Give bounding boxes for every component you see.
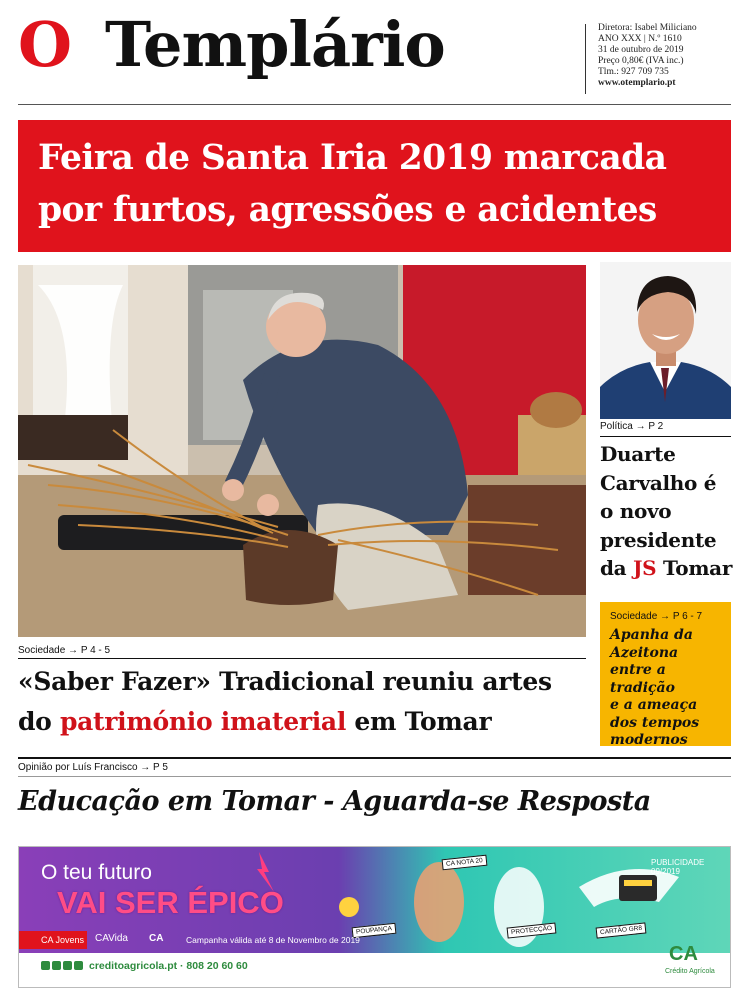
story1-text-end: em Tomar (346, 707, 492, 736)
story3-line: modernos (610, 732, 688, 748)
linkedin-icon[interactable] (74, 961, 83, 970)
logo-letter: O (18, 8, 73, 81)
issue-number: ANO XXX | N.º 1610 (598, 34, 682, 44)
main-headline[interactable] (38, 132, 718, 236)
story1-line-2 (18, 702, 598, 742)
story1-line-1: «Saber Fazer» Tradicional reuniu artes (18, 667, 552, 696)
story1-highlight: património imaterial (59, 707, 347, 736)
price: Preço 0,80€ (IVA inc.) (598, 56, 684, 66)
website-link[interactable]: www.otemplario.pt (598, 78, 676, 88)
ad-tagline-1: O teu futuro (41, 861, 152, 884)
issue-info (598, 23, 697, 89)
ad-publicidade-label: PUBLICIDADE 09/2019 (651, 858, 705, 876)
story-saber-fazer-headline[interactable] (18, 662, 598, 742)
story2-line: Carvalho é (600, 470, 717, 495)
story2-line: o novo (600, 499, 672, 523)
basket-weaving-illustration (18, 265, 586, 637)
ad-tag-poupanca: POUPANÇA (352, 923, 397, 939)
story2-line: Duarte (600, 442, 676, 466)
masthead-rule (18, 104, 731, 105)
phone: Tlm.: 927 709 735 (598, 67, 669, 77)
story3-line: entre a tradição (610, 662, 675, 696)
masthead-divider (585, 24, 586, 94)
ad-campaign-date: Campanha válida até 8 de Novembro de 2019 (186, 935, 360, 945)
ad-website-phone[interactable]: creditoagricola.pt · 808 20 60 60 (89, 960, 248, 972)
basket-weaving-photo (18, 265, 586, 637)
facebook-icon[interactable] (41, 961, 50, 970)
story3-line: dos tempos (610, 714, 700, 731)
story3-line: Azeitona (610, 644, 679, 661)
headline-line-2: por furtos, agressões e acidentes (38, 190, 657, 230)
ad-tagline-2: VAI SER ÉPICO (57, 885, 284, 920)
youtube-icon[interactable] (63, 961, 72, 970)
portrait-illustration (600, 262, 731, 419)
ad-tag-protecao: PROTECÇÃO (507, 922, 557, 938)
story2-text: da (600, 556, 634, 580)
section-label-sociedade-2[interactable]: Sociedade → P 6 - 7 (610, 611, 703, 622)
ad-tag-nota: CA NOTA 20 (442, 855, 488, 871)
headline-line-1: Feira de Santa Iria 2019 marcada (38, 138, 667, 178)
director: Diretora: Isabel Miliciano (598, 23, 697, 33)
instagram-icon[interactable] (52, 961, 61, 970)
ca-jovens-badge: CA Jovens (19, 931, 87, 949)
newspaper-title: Templário (105, 8, 445, 81)
section-label-sociedade[interactable]: Sociedade → P 4 - 5 (18, 645, 111, 656)
story3-line: Apanha da (610, 627, 693, 643)
ca-vida-logo: CAVida (95, 933, 128, 944)
ca-brand-name: Crédito Agrícola (665, 968, 715, 975)
story-azeitona-headline[interactable] (610, 627, 731, 750)
story2-line (600, 554, 735, 583)
ca-brand-logo: CA (669, 943, 698, 965)
section-label-opiniao[interactable]: Opinião por Luís Francisco → P 5 (18, 762, 168, 773)
opinion-rule (18, 757, 731, 759)
ad-tag-cartao: CARTÃO GR8 (596, 922, 647, 938)
opinion-headline[interactable]: Educação em Tomar - Aguarda-se Resposta (18, 786, 651, 817)
story2-highlight: JS (633, 556, 657, 580)
ca-small-logo: CA (149, 933, 164, 944)
credito-agricola-ad[interactable] (18, 846, 731, 988)
opinion-rule-thin (18, 776, 731, 777)
story2-text-end: Tomar (656, 556, 733, 580)
story1-text: do (18, 707, 60, 736)
story3-line: e a ameaça (610, 697, 698, 713)
section-rule (600, 436, 731, 437)
section-rule (18, 658, 586, 659)
portrait-photo (600, 262, 731, 419)
story2-line: presidente (600, 527, 717, 552)
issue-date: 31 de outubro de 2019 (598, 45, 684, 55)
story-duarte-carvalho-headline[interactable] (600, 440, 735, 583)
section-label-politica[interactable]: Política → P 2 (600, 421, 664, 432)
